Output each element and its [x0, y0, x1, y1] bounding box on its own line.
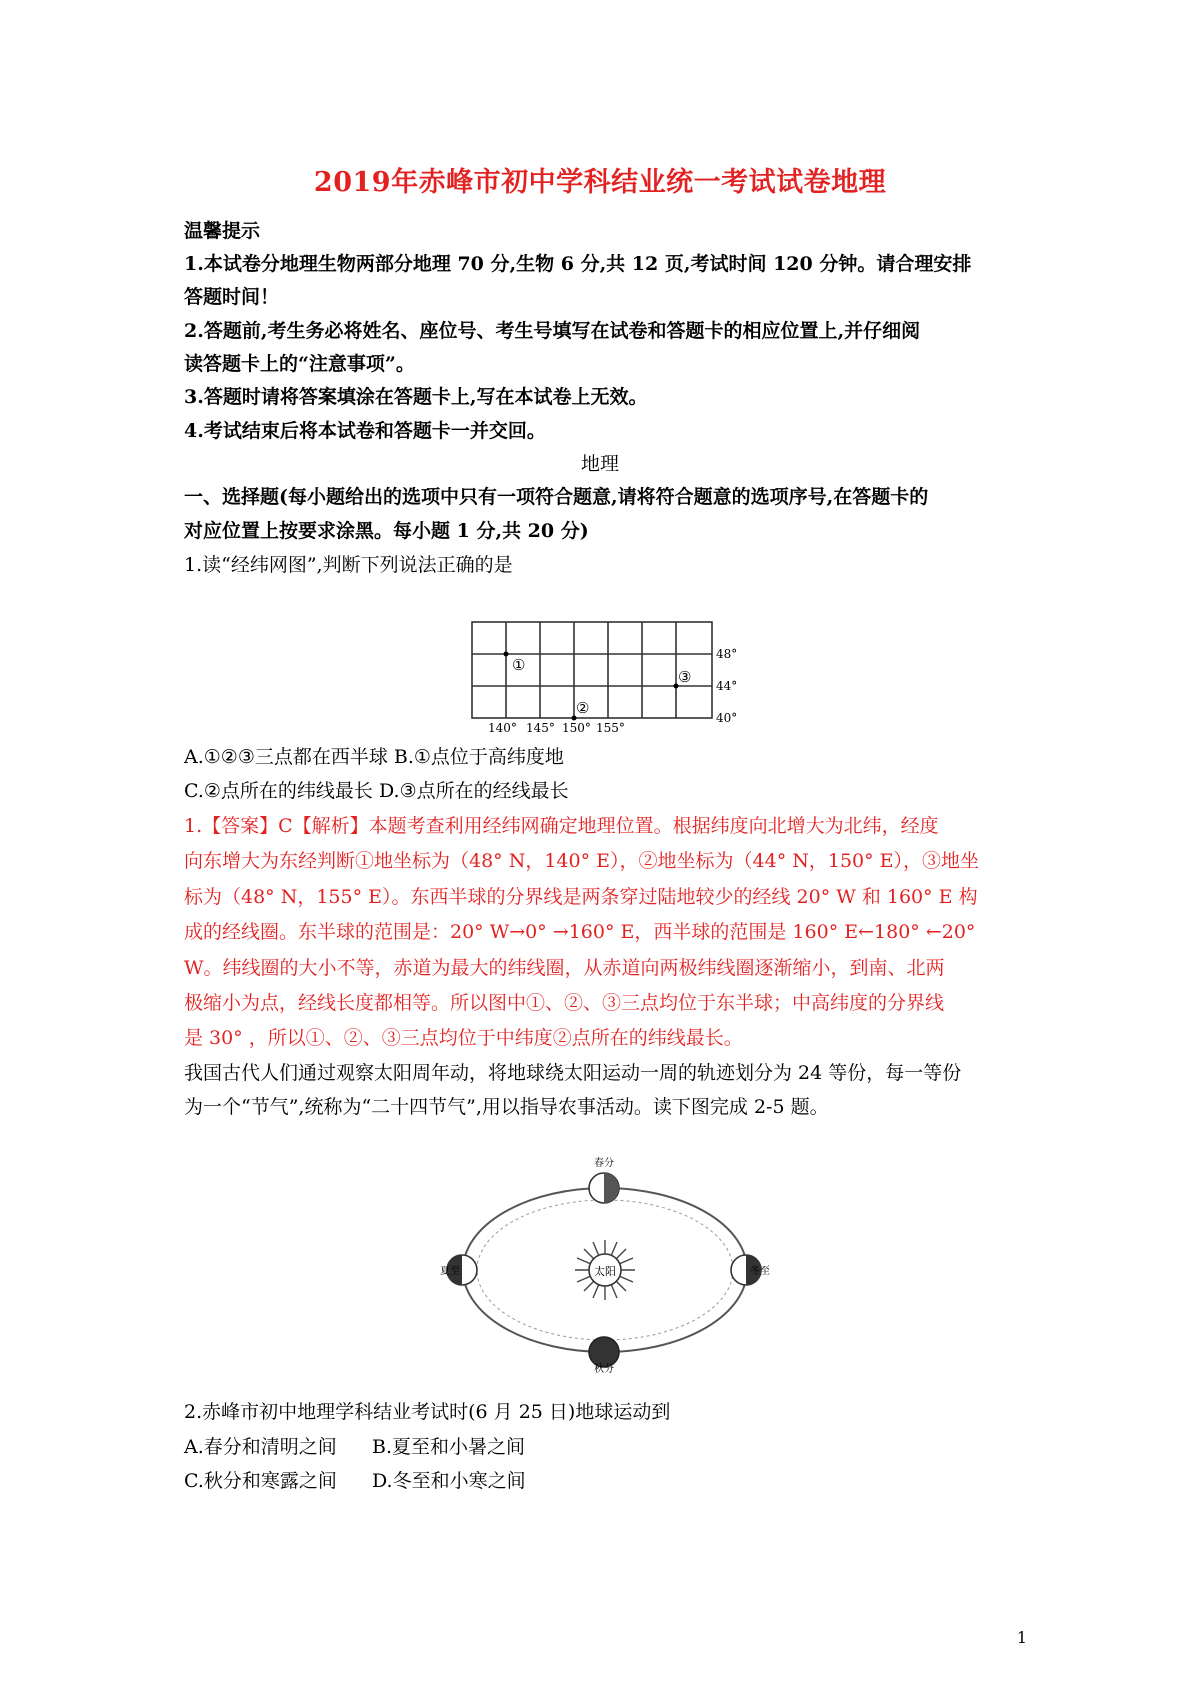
- notice-item-1-cont: 答题时间！: [184, 286, 280, 308]
- answer-1-line-5: W。纬线圈的大小不等，赤道为最大的纬线圈，从赤道向两极纬线圈逐渐缩小，到南、北两: [184, 957, 945, 979]
- label-winter: 冬至: [750, 1266, 770, 1277]
- point-3-label: ③: [678, 668, 692, 686]
- graticule-figure: [468, 618, 748, 733]
- question-2-stem: 2.赤峰市初中地理学科结业考试时(6 月 25 日)地球运动到: [184, 1401, 671, 1423]
- point-1-label: ①: [512, 656, 526, 674]
- graticule-grid: [472, 622, 712, 718]
- question-2-options-ab: [184, 1434, 1034, 1460]
- answer-1-line-4: 成的经线圈。东半球的范围是：20° W→0° →160° E，西半球的范围是 160° E←180° ←20°: [184, 921, 976, 943]
- answer-1-line-1: 1.【答案】C【解析】本题考查利用经纬网确定地理位置。根据纬度向北增大为北纬，经度: [184, 815, 939, 837]
- earth-top-icon: [589, 1173, 619, 1203]
- lon-label-150: 150°: [562, 721, 591, 733]
- point-2-label: ②: [576, 699, 590, 717]
- lat-label-48: 48°: [716, 647, 738, 661]
- option-c: C.秋分和寒露之间: [184, 1470, 337, 1492]
- question-1-options-ab: A.①②③三点都在西半球 B.①点位于高纬度地: [184, 746, 564, 768]
- notice-item-1: 1.本试卷分地理生物两部分地理 70 分,生物 6 分,共 12 页,考试时间 120 分钟。请合理安排: [184, 253, 972, 275]
- question-1-options-cd: C.②点所在的纬线最长 D.③点所在的经线最长: [184, 780, 569, 802]
- lon-label-145: 145°: [526, 721, 555, 733]
- part1-instructions-cont: 对应位置上按要求涂黑。每小题 1 分,共 20 分): [184, 520, 589, 542]
- answer-1-line-6: 极缩小为点，经线长度都相等。所以图中①、②、③三点均位于东半球；中高纬度的分界线: [184, 992, 945, 1014]
- lat-label-44: 44°: [716, 679, 738, 693]
- option-b: B.夏至和小暑之间: [372, 1436, 526, 1458]
- notice-item-2-cont: 读答题卡上的“注意事项”。: [184, 353, 415, 375]
- page-number: 1: [1016, 1628, 1027, 1647]
- notice-item-3: 3.答题时请将答案填涂在答题卡上,写在本试卷上无效。: [184, 386, 648, 408]
- notice-item-2: 2.答题前,考生务必将姓名、座位号、考生号填写在试卷和答题卡的相应位置上,并仔细阅: [184, 320, 921, 342]
- option-d: D.冬至和小寒之间: [372, 1470, 526, 1492]
- page-title: 2019年赤峰市初中学科结业统一考试试卷地理: [313, 167, 887, 198]
- label-spring: 春分: [594, 1158, 614, 1169]
- question-1-stem: 1.读“经纬网图”,判断下列说法正确的是: [184, 554, 513, 576]
- lat-label-40: 40°: [716, 711, 738, 725]
- label-summer: 夏至: [440, 1266, 460, 1277]
- intro-line-1: 我国古代人们通过观察太阳周年动，将地球绕太阳运动一周的轨迹划分为 24 等份，每一等份: [184, 1062, 962, 1084]
- lon-label-155: 155°: [596, 721, 625, 733]
- label-autumn: 秋分: [594, 1364, 614, 1374]
- answer-1-line-3: 标为（48° N，155° E）。东西半球的分界线是两条穿过陆地较少的经线 20° W 和 160° E 构: [184, 886, 978, 908]
- sun-label: 太阳: [594, 1265, 616, 1278]
- notice-item-4: 4.考试结束后将本试卷和答题卡一并交回。: [184, 420, 546, 442]
- answer-1-line-7: 是 30° ，所以①、②、③三点均位于中纬度②点所在的纬线最长。: [184, 1027, 743, 1049]
- earth-bottom-icon: [589, 1337, 619, 1367]
- option-a: A.春分和清明之间: [184, 1436, 337, 1458]
- solar-terms-figure: [440, 1152, 770, 1374]
- lon-label-140: 140°: [488, 721, 517, 733]
- part1-instructions: 一、选择题(每小题给出的选项中只有一项符合题意,请将符合题意的选项序号,在答题卡的: [184, 486, 929, 508]
- section-title: 地理: [580, 453, 619, 475]
- notice-heading: 温馨提示: [184, 220, 261, 242]
- point-1-dot: [504, 652, 509, 657]
- intro-line-2: 为一个“节气”,统称为“二十四节气”,用以指导农事活动。读下图完成 2-5 题。: [184, 1096, 829, 1118]
- question-2-options-cd: [184, 1468, 1034, 1494]
- answer-1-line-2: 向东增大为东经判断①地坐标为（48° N，140° E），②地坐标为（44° N，150° E），③地坐: [184, 850, 980, 872]
